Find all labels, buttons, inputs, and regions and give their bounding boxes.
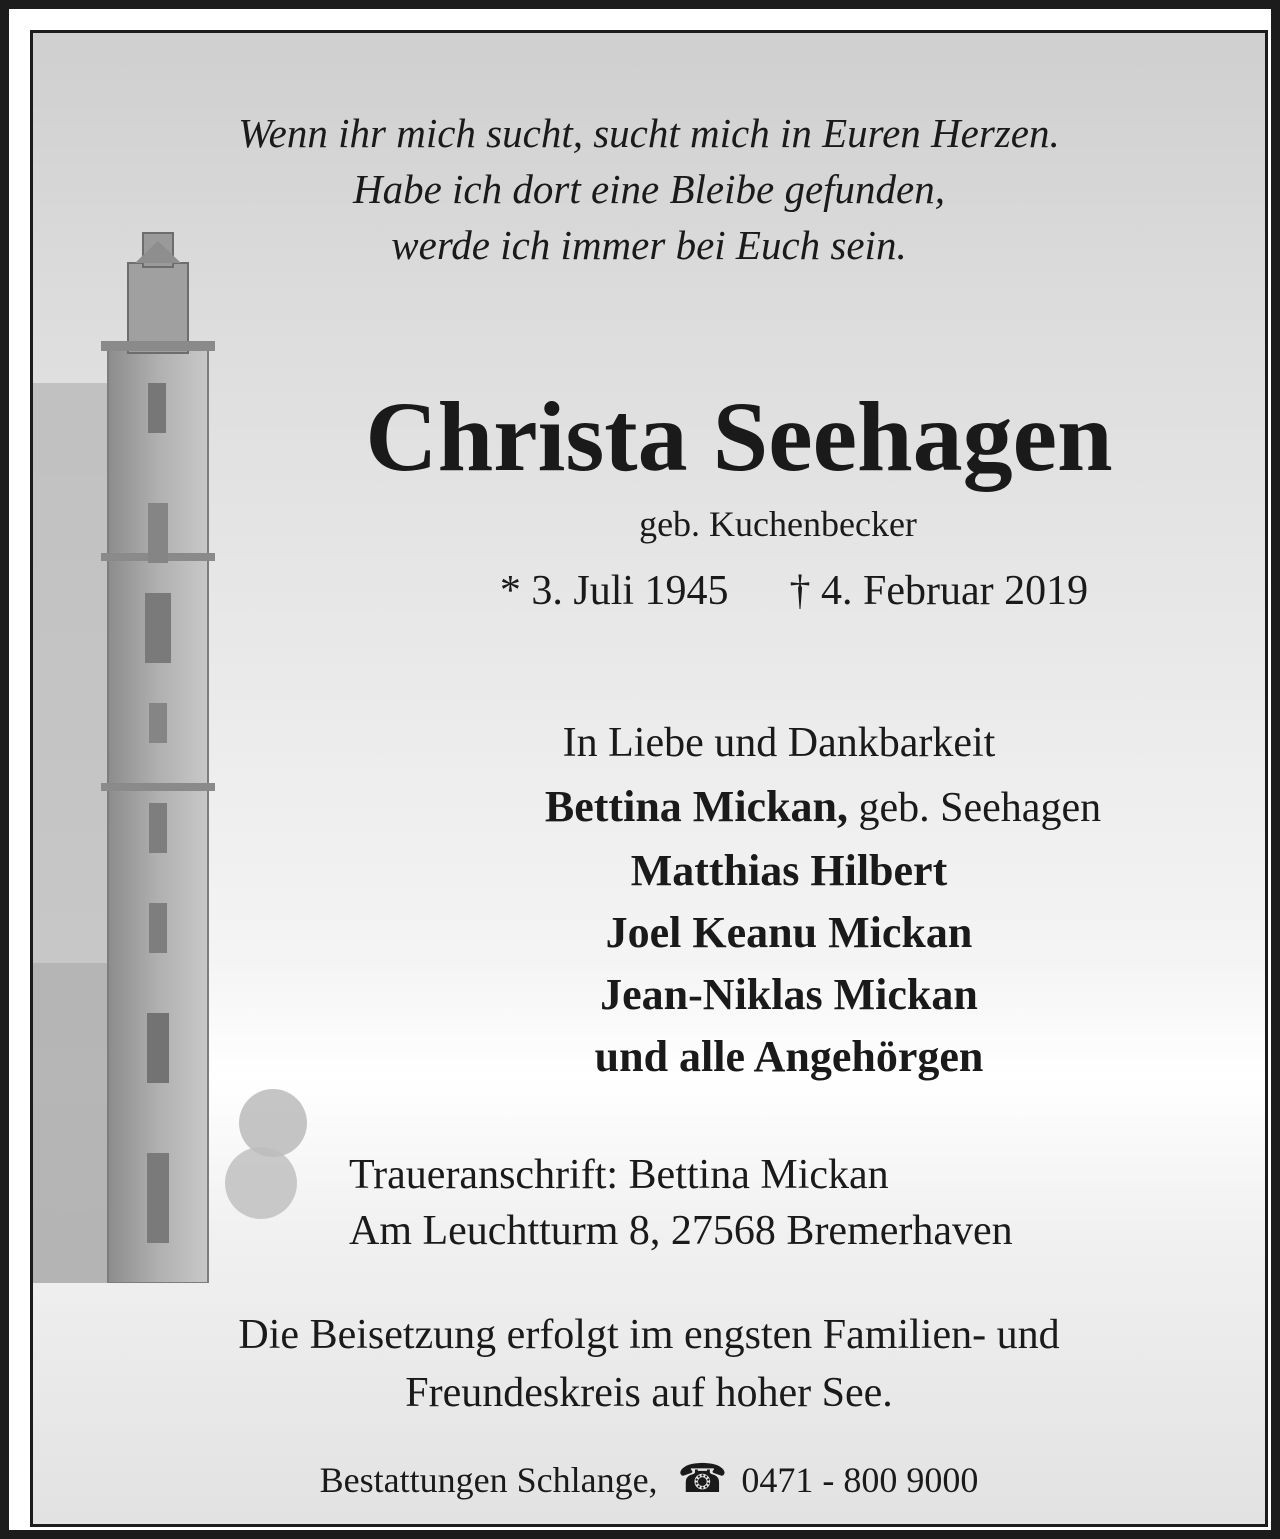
mourner-name-1: Bettina Mickan, [544,782,849,831]
notice-panel [30,30,1268,1527]
burial-line-1: Die Beisetzung erfolgt im engsten Familien- und [238,1312,1060,1358]
poem-line-2: Habe ich dort eine Bleibe gefunden, [352,166,946,212]
mourner-name-5: und alle Angehörgen [594,1032,984,1081]
deceased-name: Christa Seehagen [365,381,1113,492]
birth-date: * 3. Juli 1945 [499,568,729,614]
poem-line-1: Wenn ihr mich sucht, sucht mich in Euren Herzen. [238,110,1060,156]
mourner-line-1 [383,781,1263,832]
mourner-name-3: Joel Keanu Mickan [605,908,973,957]
poem-line-3: werde ich immer bei Euch sein. [391,222,907,268]
funeral-home-line [33,1455,1265,1502]
address-line-2: Am Leuchtturm 8, 27568 Bremerhaven [349,1208,1013,1254]
life-dates [329,567,1259,615]
mourners-intro: In Liebe und Dankbarkeit [562,720,996,766]
mourner-birth-name: geb. Seehagen [848,785,1102,831]
funeral-home-phone: 0471 - 800 9000 [741,1460,979,1500]
telephone-icon: ☎ [677,1456,728,1501]
death-date: † 4. Februar 2019 [789,568,1089,614]
address-line-1: Traueranschrift: Bettina Mickan [349,1152,889,1198]
mourner-name-4: Jean-Niklas Mickan [600,970,978,1019]
lighthouse-tower-image [33,223,333,1283]
birth-name: geb. Kuchenbecker [639,504,917,544]
mourner-name-2: Matthias Hilbert [630,846,948,895]
burial-line-2: Freundeskreis auf hoher See. [405,1370,893,1416]
funeral-home-name: Bestattungen Schlange, [319,1460,658,1500]
